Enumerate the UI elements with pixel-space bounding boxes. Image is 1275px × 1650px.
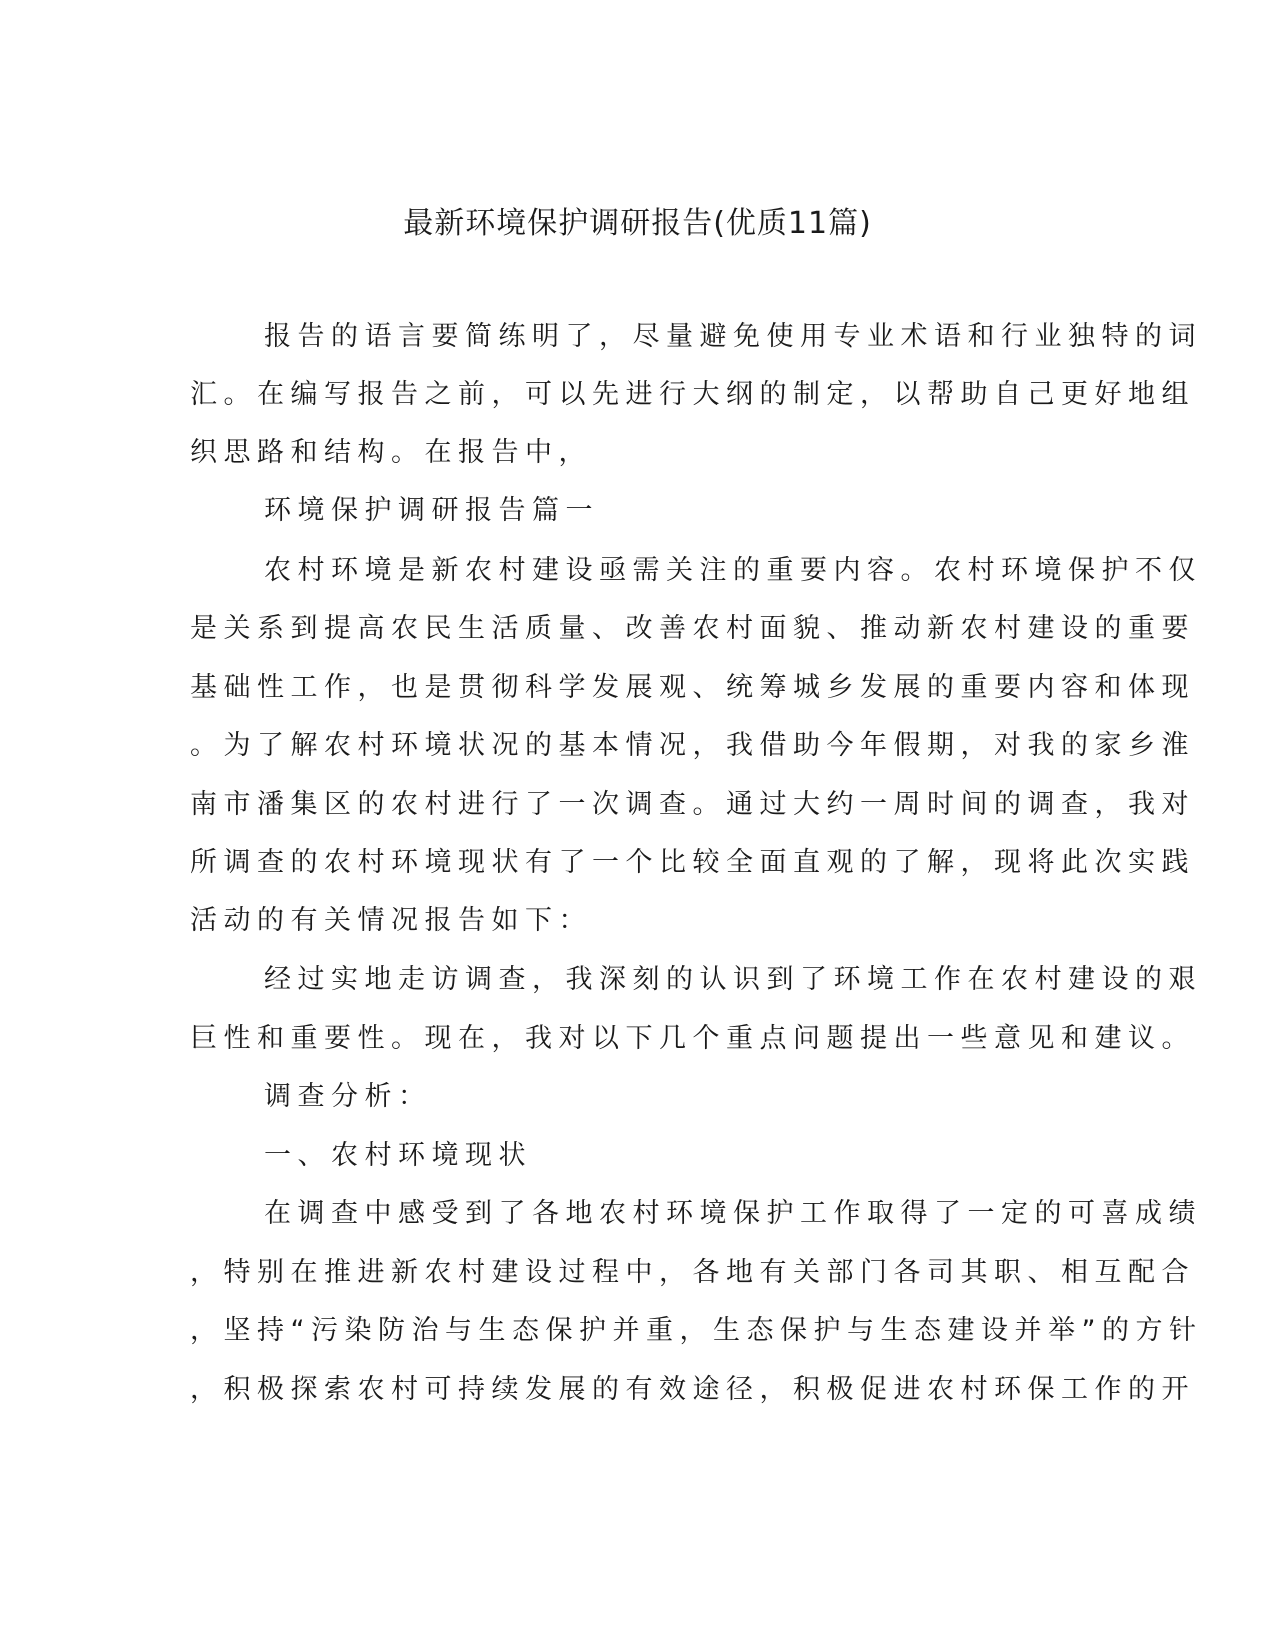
paragraph-line: ，积极探索农村可持续发展的有效途径，积极促进农村环保工作的开 xyxy=(190,1374,1195,1405)
paragraph-line: 农村环境是新农村建设亟需关注的重要内容。农村环境保护不仅 xyxy=(264,555,1202,586)
paragraph-line: 所调查的农村环境现状有了一个比较全面直观的了解，现将此次实践 xyxy=(190,847,1195,878)
paragraph-line: 活动的有关情况报告如下： xyxy=(190,905,592,936)
document-title: 最新环境保护调研报告(优质11篇) xyxy=(403,206,872,241)
section-heading: 调查分析： xyxy=(264,1081,432,1112)
paragraph-line: 巨性和重要性。现在，我对以下几个重点问题提出一些意见和建议。 xyxy=(190,1023,1195,1054)
paragraph-line: 报告的语言要简练明了，尽量避免使用专业术语和行业独特的词 xyxy=(264,321,1202,352)
paragraph-line: 织思路和结构。在报告中， xyxy=(190,437,592,468)
paragraph-line: 南市潘集区的农村进行了一次调查。通过大约一周时间的调查，我对 xyxy=(190,789,1195,820)
section-heading: 环境保护调研报告篇一 xyxy=(264,495,599,526)
paragraph-line: 汇。在编写报告之前，可以先进行大纲的制定，以帮助自己更好地组 xyxy=(190,379,1195,410)
paragraph-line: ，坚持“污染防治与生态保护并重，生态保护与生态建设并举”的方针 xyxy=(190,1315,1203,1346)
paragraph-line: 。为了解农村环境状况的基本情况，我借助今年假期，对我的家乡淮 xyxy=(190,730,1195,761)
paragraph-line: 是关系到提高农民生活质量、改善农村面貌、推动新农村建设的重要 xyxy=(190,613,1195,644)
section-heading: 一、农村环境现状 xyxy=(264,1140,532,1171)
paragraph-line: 在调查中感受到了各地农村环境保护工作取得了一定的可喜成绩 xyxy=(264,1198,1202,1229)
paragraph-line: 基础性工作，也是贯彻科学发展观、统筹城乡发展的重要内容和体现 xyxy=(190,672,1195,703)
paragraph-line: 经过实地走访调查，我深刻的认识到了环境工作在农村建设的艰 xyxy=(264,964,1202,995)
paragraph-line: ，特别在推进新农村建设过程中，各地有关部门各司其职、相互配合 xyxy=(190,1257,1195,1288)
